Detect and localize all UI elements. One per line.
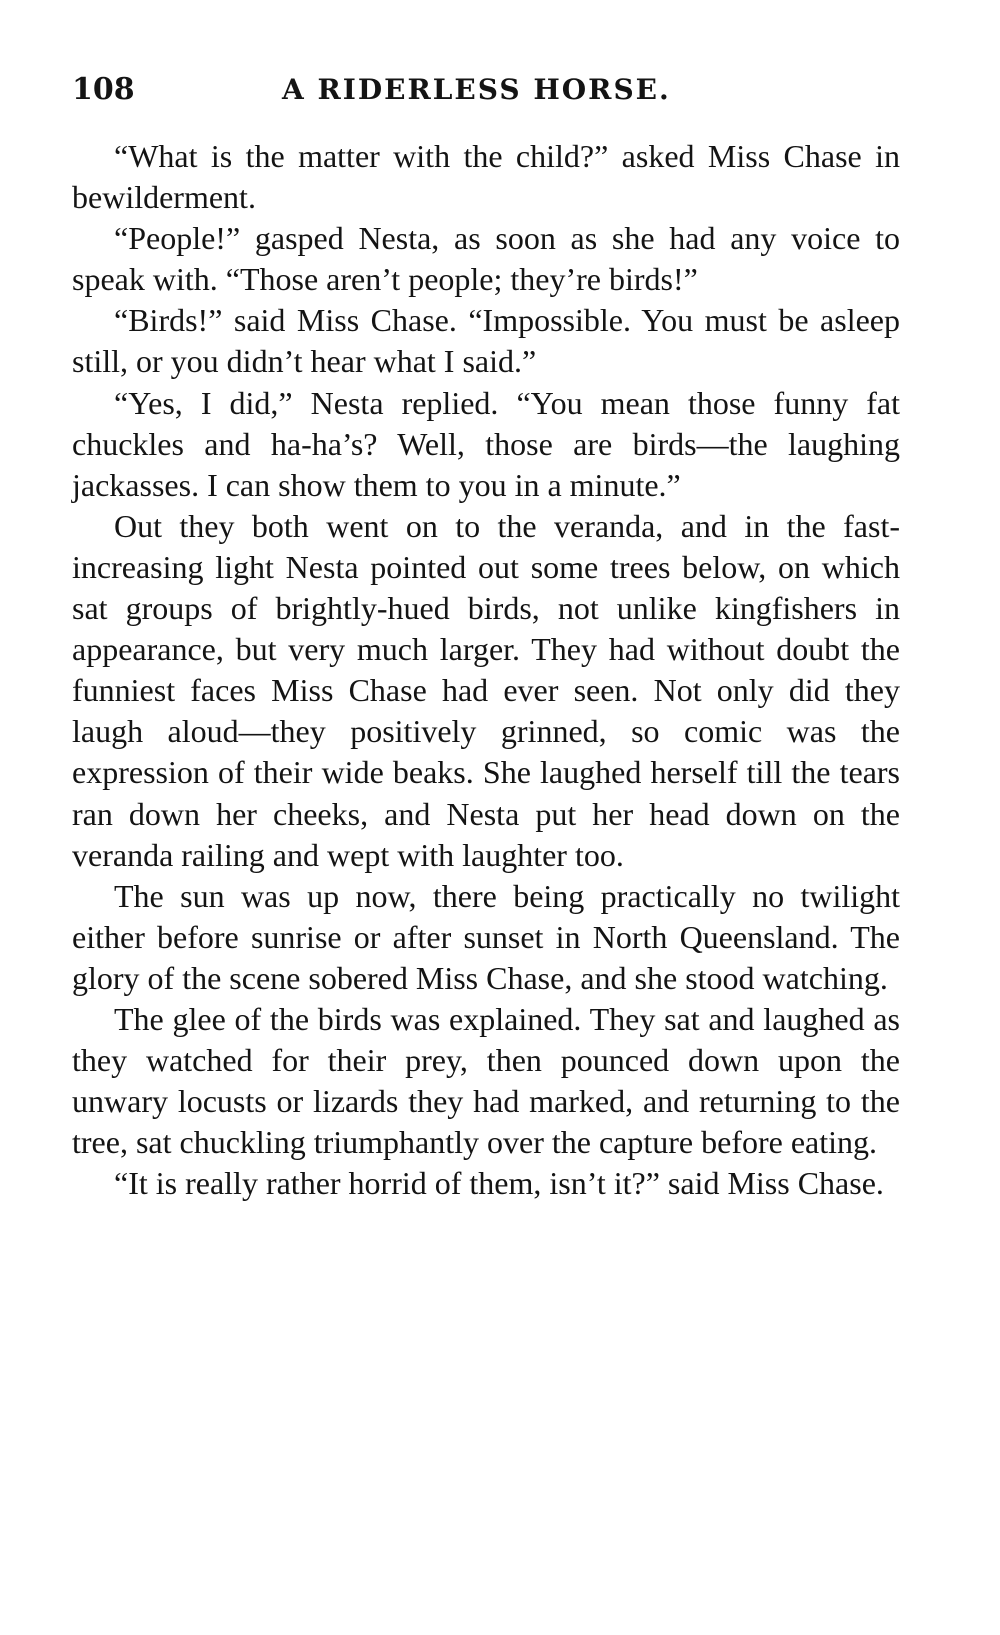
paragraph: “What is the matter with the child?” asked Miss Chase in bewilderment. [72, 138, 900, 216]
paragraph: The sun was up now, there being practically no twilight either before sunrise or after sunset in North Queensland. The glory of the scene sobered Miss Chase, and she stood watching. [72, 877, 900, 996]
running-head [72, 66, 900, 114]
paragraph: “Yes, I did,” Nesta replied. “You mean those funny fat chuckles and ha-ha’s? Well, those are birds—the laughing jackasses. I can show them to you in a minute.” [72, 384, 900, 503]
paragraph: “People!” gasped Nesta, as soon as she had any voice to speak with. “Those aren’t people; they’re birds!” [72, 220, 900, 298]
paragraph: Out they both went on to the veranda, and in the fast-increasing light Nesta pointed out some trees below, on which sat groups of brightly-hued birds, not unlike kingfishers in appearance, but very much larger. They had without doubt the funniest faces Miss Chase had ever seen. Not only did they laugh aloud—they positively grinned, so comic was the expression of their wide beaks. She laughed herself till the tears ran down her cheeks, and Nesta put her head down on the veranda railing and wept with laughter too. [72, 507, 900, 873]
text-body [72, 136, 900, 1204]
paragraph: The glee of the birds was explained. They sat and laughed as they watched for their prey, then pounced down upon the unwary locusts or lizards they had marked, and returning to the tree, sat chuckling triumphantly over the capture before eating. [72, 1000, 900, 1161]
paragraph: “Birds!” said Miss Chase. “Impossible. You must be asleep still, or you didn’t hear what I said.” [72, 302, 900, 380]
paragraph: “It is really rather horrid of them, isn’t it?” said Miss Chase. [114, 1165, 884, 1202]
running-title: A RIDERLESS HORSE. [282, 73, 671, 106]
page-number: 108 [72, 72, 135, 107]
